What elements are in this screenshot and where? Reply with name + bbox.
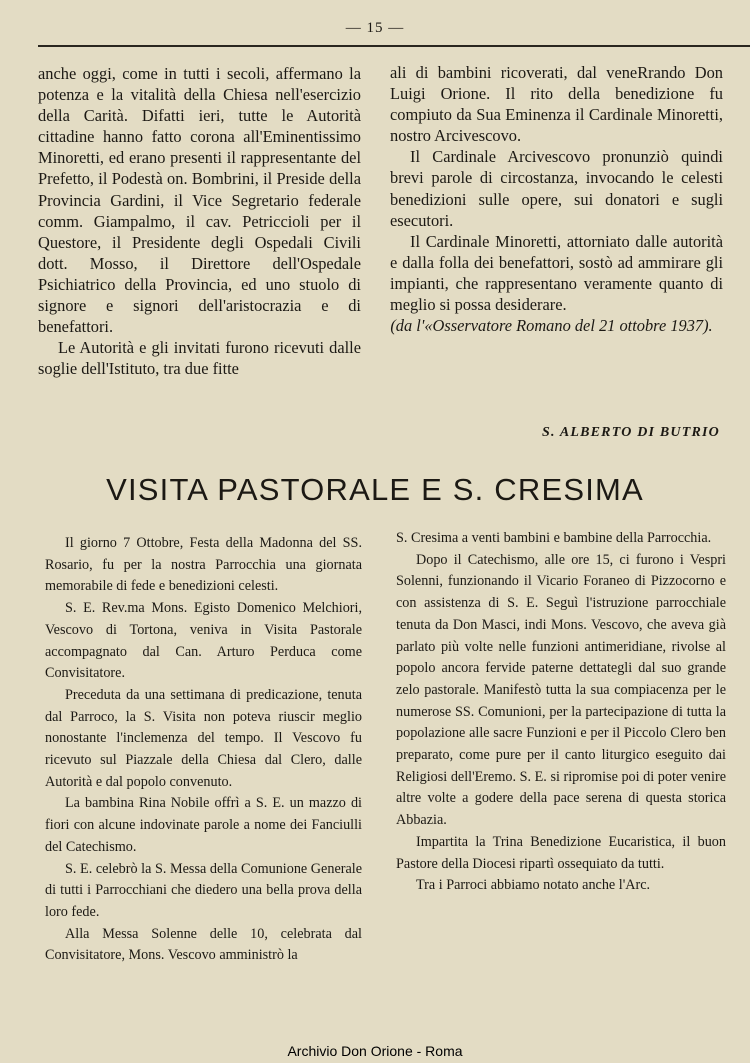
paragraph: Impartita la Trina Benedizione Eucaristica, il buon Pastore della Diocesi ripartì ossequiato da tutti. bbox=[396, 833, 726, 872]
paragraph: Tra i Parroci abbiamo notato anche l'Arc. bbox=[416, 877, 651, 894]
article1-left-column bbox=[38, 63, 361, 379]
paragraph: Il Cardinale Arcivescovo pronunziò quindi brevi parole di circostanza, invocando le celesti benedizioni sulle opere, sui donatori e sugli esecutori. bbox=[390, 147, 723, 230]
paragraph: Le Autorità e gli invitati furono ricevuti dalle soglie dell'Istituto, tra due fitte bbox=[38, 338, 361, 379]
paragraph: ali di bambini ricoverati, dal veneRrando Don Luigi Orione. Il rito della benedizione fu compiuto da Sua Eminenza il Cardinale Minoretti, nostro Arcivescovo. bbox=[390, 63, 723, 146]
paragraph: Alla Messa Solenne delle 10, celebrata dal Convisitatore, Mons. Vescovo amministrò la bbox=[45, 925, 362, 964]
archive-footer: Archivio Don Orione - Roma bbox=[287, 1043, 463, 1059]
paragraph: La bambina Rina Nobile offrì a S. E. un mazzo di fiori con alcune indovinate parole a nome dei Fanciulli del Catechismo. bbox=[45, 795, 362, 855]
paragraph: Preceduta da una settimana di predicazione, tenuta dal Parroco, la S. Visita non poteva riuscir meglio nonostante l'inclemenza del tempo. Il Vescovo fu ricevuto sul Piazzale della Chiesa dal Clero, dalle Autorità e dal popolo convenuto. bbox=[45, 686, 362, 790]
paragraph: Il giorno 7 Ottobre, Festa della Madonna del SS. Rosario, fu per la nostra Parrocchia una giornata memorabile di fede e benedizioni celesti. bbox=[45, 535, 362, 595]
paragraph: S. E. celebrò la S. Messa della Comunione Generale di tutti i Parrocchiani che diedero una bella prova della loro fede. bbox=[45, 860, 362, 920]
article1-right-column bbox=[390, 62, 723, 336]
article2-left-column bbox=[45, 533, 362, 967]
page-number: — 15 — bbox=[345, 20, 405, 36]
paragraph: S. Cresima a venti bambini e bambine della Parrocchia. bbox=[396, 530, 712, 546]
paragraph: Il Cardinale Minoretti, attorniato dalle autorità e dalla folla dei benefattori, sostò ad ammirare gli impianti, che rappresentano veramente quanto di meglio si possa desiderare. bbox=[390, 231, 723, 315]
article2-right-column bbox=[396, 528, 726, 897]
paragraph: S. E. Rev.ma Mons. Egisto Domenico Melchiori, Vescovo di Tortona, veniva in Visita Pastorale accompagnato dal Can. Arturo Perduca come Convisitatore. bbox=[45, 600, 362, 682]
paragraph: anche oggi, come in tutti i secoli, affermano la potenza e la vitalità della Chiesa nell'esercizio della Carità. Difatti ieri, tutte le Autorità cittadine hanno fatto corona all'Eminentissimo Minoretti, ed erano presenti il rappresentante del Prefetto, il Podestà on. Bombrini, il Preside della Provincia Gardini, il Vice Segretario federale comm. Giampalmo, il cav. Petriccioli per il Questore, il Presidente degli Ospedali Civili dott. Mosso, il Direttore dell'Ospedale Psichiatrico della Provincia, ed uno stuolo di signore e signori dell'aristocrazia e di benefattori. bbox=[38, 64, 361, 337]
article2-title: VISITA PASTORALE E S. CRESIMA bbox=[106, 472, 644, 507]
quote-source: (da l'«Osservatore Romano del 21 ottobre 1937). bbox=[390, 316, 713, 336]
header-rule bbox=[38, 45, 750, 47]
article1-signature: S. ALBERTO DI BUTRIO bbox=[541, 425, 720, 440]
paragraph: Dopo il Catechismo, alle ore 15, ci furono i Vespri Solenni, funzionando il Vicario Foraneo di Pizzocorno e con assistenza di S. E. Seguì l'istruzione parrocchiale tenuta da Don Masci, indi Mons. Vescovo, che aveva già parlato più volte nelle funzioni antimeridiane, rivolse al popolo ancora fervide paterne dettategli dal suo grande zelo pastorale. Manifestò tutta la sua compiacenza per le numerose SS. Comunioni, per la partecipazione di tutta la popolazione alle sacre Funzioni e per il Piccolo Clero ben preparato, come pure per il canto liturgico eseguito dai Religiosi dell'Eremo. S. E. si ripromise poi di poter venire altre volte a godere della pace serena di questa storica Abbazia. bbox=[396, 551, 726, 829]
